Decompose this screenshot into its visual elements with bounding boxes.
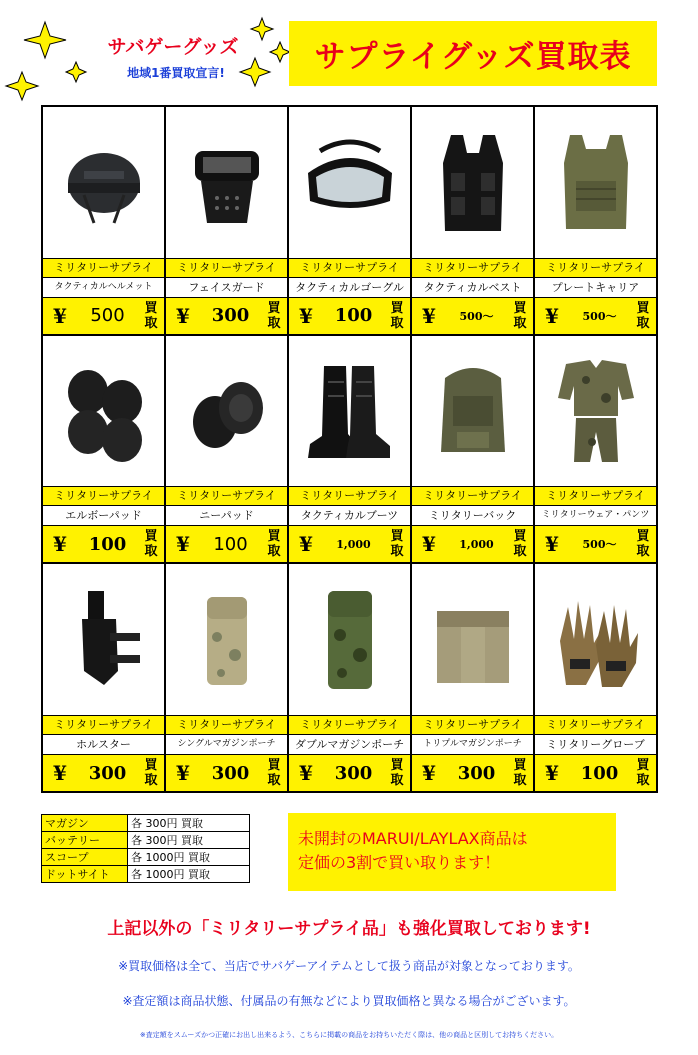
table-row [42,815,250,832]
product-price-row [412,298,533,334]
product-price: 300 [211,762,250,784]
yen-symbol: ¥ [299,532,313,557]
table-row [42,849,250,866]
product-name: ニーパッド [166,506,287,526]
product-name: タクティカルゴーグル [289,278,410,298]
product-price: 300 [211,305,250,327]
product-name: ミリタリーグローブ [535,735,656,755]
holster-icon [54,581,154,699]
yen-symbol: ¥ [422,303,436,328]
yen-symbol: ¥ [53,303,67,328]
product-image [412,336,533,487]
product-brand: ミリタリーサプライ [535,486,656,506]
product-price-row [166,526,287,562]
accessory-price: 各 300円 買取 [128,815,250,832]
buy-label: 買 取 [636,300,650,331]
product-price: 500～ [459,309,494,323]
product-name: エルボーパッド [43,506,164,526]
product-price: 100 [334,305,373,327]
goggles-icon [300,123,400,241]
product-brand: ミリタリーサプライ [412,715,533,735]
product-image [43,336,164,487]
accessory-name: スコープ [42,849,128,866]
unopened-notice-box [288,813,616,891]
product-image [412,564,533,715]
buy-label: 買 取 [390,529,404,560]
single-pouch-icon [177,581,277,699]
accessory-name: ドットサイト [42,866,128,883]
product-price-row [535,755,656,791]
product-cell [166,564,287,791]
buy-label: 買 取 [144,529,158,560]
product-name: ホルスター [43,735,164,755]
product-image [289,336,410,487]
gloves-icon [546,581,646,699]
product-price: 300 [88,762,127,784]
shop-slogan: 地域1番買取宣言! [127,66,225,80]
product-brand: ミリタリーサプライ [166,715,287,735]
title-banner [289,21,657,86]
buy-label: 買 取 [513,300,527,331]
buy-label: 買 取 [390,758,404,788]
product-cell [166,107,287,334]
accessory-price: 各 1000円 買取 [128,849,250,866]
table-row [42,832,250,849]
product-price: 500 [90,305,125,327]
product-image [289,564,410,715]
product-name: ミリタリーウェア・パンツ [535,506,656,526]
product-price: 100 [88,533,127,555]
shop-brand-title: サバゲーグッズ [107,36,239,58]
yen-symbol: ¥ [53,761,67,785]
yen-symbol: ¥ [176,532,190,557]
star-icon [6,72,38,100]
product-price-row [289,298,410,334]
notice-line-2: 定価の3割で買い取ります！ [298,853,501,872]
product-name: プレートキャリア [535,278,656,298]
product-name: シングルマガジンポーチ [166,735,287,755]
buy-label: 買 取 [144,300,158,331]
product-brand: ミリタリーサプライ [289,486,410,506]
buy-label: 買 取 [513,529,527,560]
product-cell [289,336,410,563]
product-brand: ミリタリーサプライ [43,486,164,506]
product-name: タクティカルヘルメット [43,278,164,298]
strong-buy-headline: 上記以外の「ミリタリーサプライ品」も強化買取しております! [107,919,591,939]
elbow-pad-icon [54,352,154,470]
uniform-icon [546,352,646,470]
product-cell [43,107,164,334]
product-name: ダブルマガジンポーチ [289,735,410,755]
product-price-row [412,755,533,791]
yen-symbol: ¥ [299,303,313,328]
product-brand: ミリタリーサプライ [289,258,410,278]
product-price-row [166,755,287,791]
product-price: 1,000 [336,537,371,551]
buy-label: 買 取 [513,758,527,788]
product-price: 100 [580,762,619,784]
product-brand: ミリタリーサプライ [412,486,533,506]
product-image [166,107,287,258]
note-target-items: ※買取価格は全て、当店でサバゲーアイテムとして扱う商品が対象となっております。 [118,959,580,973]
product-image [43,107,164,258]
helmet-icon [54,123,154,241]
product-price: 500～ [582,309,617,323]
product-price-row [535,526,656,562]
yen-symbol: ¥ [545,303,559,328]
product-image [535,336,656,487]
product-price-row [166,298,287,334]
product-image [535,564,656,715]
note-price-variance: ※査定額は商品状態、付属品の有無などにより買取価格と異なる場合がございます。 [122,994,576,1008]
star-icon [270,42,290,62]
product-brand: ミリタリーサプライ [412,258,533,278]
product-image [43,564,164,715]
yen-symbol: ¥ [53,532,67,557]
plate-carrier-icon [546,123,646,241]
product-price-row [412,526,533,562]
product-image [412,107,533,258]
buy-label: 買 取 [390,300,404,331]
face-guard-icon [177,123,277,241]
notice-line-1: 未開封のMARUI/LAYLAX商品は [298,829,528,848]
accessory-price: 各 1000円 買取 [128,866,250,883]
product-price-row [43,526,164,562]
buy-label: 買 取 [636,529,650,560]
accessory-price: 各 300円 買取 [128,832,250,849]
product-price-grid [41,105,658,793]
buy-label: 買 取 [267,529,281,560]
product-price-row [289,526,410,562]
accessory-name: バッテリー [42,832,128,849]
product-brand: ミリタリーサプライ [43,715,164,735]
boots-icon [300,352,400,470]
yen-symbol: ¥ [545,532,559,557]
product-image [166,564,287,715]
buy-label: 買 取 [144,758,158,788]
product-cell [289,107,410,334]
yen-symbol: ¥ [299,761,313,785]
page-title: サプライグッズ買取表 [314,39,632,75]
table-row [42,866,250,883]
product-cell [412,336,533,563]
product-price-row [535,298,656,334]
accessory-price-table [41,814,250,883]
product-cell [289,564,410,791]
product-brand: ミリタリーサプライ [43,258,164,278]
accessory-name: マガジン [42,815,128,832]
product-price: 300 [334,762,373,784]
product-name: ミリタリーバック [412,506,533,526]
product-brand: ミリタリーサプライ [166,258,287,278]
product-price: 1,000 [459,537,494,551]
product-cell [535,107,656,334]
vest-icon [423,123,523,241]
yen-symbol: ¥ [545,761,559,785]
yen-symbol: ¥ [176,303,190,328]
star-icon [24,22,66,58]
product-image [535,107,656,258]
triple-pouch-icon [423,581,523,699]
product-image [289,107,410,258]
product-cell [535,336,656,563]
product-price: 500～ [582,538,617,552]
double-pouch-icon [300,581,400,699]
product-price: 300 [457,762,496,784]
product-cell [412,564,533,791]
product-image [166,336,287,487]
product-price-row [43,298,164,334]
buy-label: 買 取 [267,758,281,788]
note-bring-separately: ※査定額をスムーズかつ正確にお出し出来るよう、こちらに掲載の商品をお持ちいただく際は、他の商品と区別してお持ちください。 [139,1031,559,1039]
product-price-row [43,755,164,791]
product-brand: ミリタリーサプライ [535,715,656,735]
product-name: トリプルマガジンポーチ [412,735,533,755]
product-cell [166,336,287,563]
product-cell [535,564,656,791]
product-cell [43,564,164,791]
product-brand: ミリタリーサプライ [535,258,656,278]
yen-symbol: ¥ [422,532,436,557]
product-cell [43,336,164,563]
buy-label: 買 取 [636,758,650,788]
buy-label: 買 取 [267,300,281,331]
star-icon [66,62,86,82]
product-brand: ミリタリーサプライ [289,715,410,735]
knee-pad-icon [177,352,277,470]
yen-symbol: ¥ [422,761,436,785]
product-cell [412,107,533,334]
product-price: 100 [213,533,248,555]
product-name: タクティカルベスト [412,278,533,298]
yen-symbol: ¥ [176,761,190,785]
product-name: フェイスガード [166,278,287,298]
product-name: タクティカルブーツ [289,506,410,526]
backpack-icon [423,352,523,470]
product-price-row [289,755,410,791]
product-brand: ミリタリーサプライ [166,486,287,506]
